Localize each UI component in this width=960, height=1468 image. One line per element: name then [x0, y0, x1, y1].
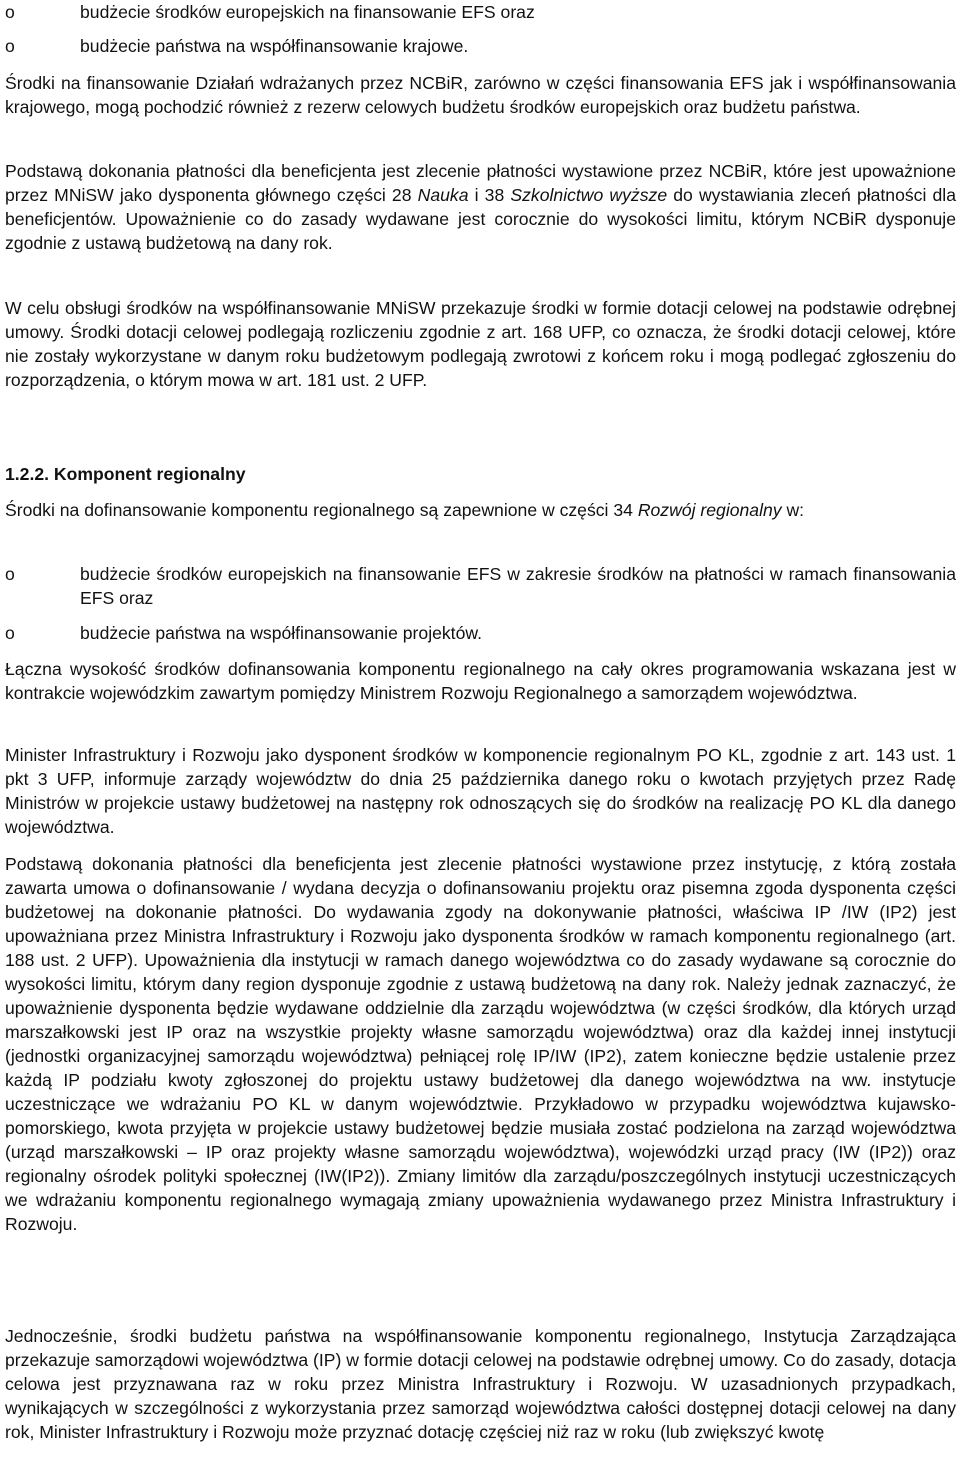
- list-item: [5, 34, 956, 58]
- paragraph: Minister Infrastruktury i Rozwoju jako dysponent środków w komponencie regionalnym PO KL, zgodnie z art. 143 ust. 1 pkt 3 UFP, informuje zarządy województw do dnia 25 października danego roku o kwotach przyjętych przez Radę Ministrów w projekcie ustawy budżetowej na następny rok odnoszących się do środków na realizację PO KL dla danego województwa.: [5, 745, 956, 837]
- list-item-text: budżecie państwa na współfinansowanie projektów.: [80, 623, 482, 643]
- paragraph-text: w:: [781, 500, 805, 520]
- paragraph-text: Podstawą dokonania płatności dla beneficjenta jest zlecenie płatności wystawione przez NCBiR, które jest upoważnione przez MNiSW jako dysponenta głównego części 28: [5, 161, 956, 205]
- list-item-text: budżecie środków europejskich na finansowanie EFS oraz: [80, 2, 535, 22]
- list-item: [5, 562, 956, 610]
- paragraph: Podstawą dokonania płatności dla beneficjenta jest zlecenie płatności wystawione przez instytucję, z którą została zawarta umowa o dofinansowanie / wydana decyzja o dofinansowaniu projektu oraz pisemna zgoda dysponenta części budżetowej na dokonanie płatności. Do wydawania zgody na dokonywanie płatności, właściwa IP /IW (IP2) jest upoważniana przez Ministra Infrastruktury i Rozwoju jako dysponenta środków w ramach komponentu regionalnego (art. 188 ust. 2 UFP). Upoważnienia dla instytucji w ramach danego województwa co do zasady wydawane są corocznie do wysokości limitu, którym dany region dysponuje zgodnie z ustawą budżetową na dany rok. Należy jednak zaznaczyć, że upoważnienie dysponenta będzie wydawane oddzielnie dla zarządu województwa (w części środków, dla których urząd marszałkowski jest IP oraz na wszystkie projekty własne samorządu województwa) oraz dla każdej innej instytucji (jednostki organizacyjnej samorządu województwa) pełniącej rolę IP/IW (IP2), zatem konieczne będzie ustalenie przez każdą IP podziału kwoty zgłoszonej do projektu ustawy budżetowej dla danego województwa na ww. instytucje uczestniczące we wdrażaniu PO KL w danym województwie. Przykładowo w przypadku województwa kujawsko-pomorskiego, kwota przyjęta w projekcie ustawy budżetowej będzie musiała zostać podzielona na zarząd województwa (urząd marszałkowski – IP oraz projekty własne samorządu województwa), wojewódzki urząd pracy (IW (IP2)) oraz regionalny ośrodek polityki społecznej (IW(IP2)). Zmiany limitów dla zarządu/poszczególnych instytucji uczestniczących we wdrażaniu komponentu regionalnego wymagają zmiany upoważnienia wydawanego przez Ministra Infrastruktury i Rozwoju.: [5, 854, 956, 1234]
- section-heading: 1.2.2. Komponent regionalny: [5, 464, 246, 484]
- paragraph-text: do wystawiania zleceń płatności dla beneficjentów. Upoważnienie co do zasady wydawane jest corocznie do wysokości limitu, którym NCBiR dysponuje zgodnie z ustawą budżetową na dany rok.: [5, 185, 956, 253]
- paragraph-text: Środki na dofinansowanie komponentu regionalnego są zapewnione w części 34: [5, 500, 638, 520]
- part-name-italic: Nauka: [417, 185, 469, 205]
- list-item-text: budżecie środków europejskich na finansowanie EFS w zakresie środków na płatności w ramach finansowania EFS oraz: [80, 564, 956, 608]
- bullet-marker: o: [5, 36, 15, 56]
- paragraph: [5, 498, 956, 522]
- paragraph-text: i 38: [468, 185, 511, 205]
- list-item-text: budżecie państwa na współfinansowanie krajowe.: [80, 36, 469, 56]
- paragraph: W celu obsługi środków na współfinansowanie MNiSW przekazuje środki w formie dotacji celowej na podstawie odrębnej umowy. Środki dotacji celowej podlegają rozliczeniu zgodnie z art. 168 UFP, co oznacza, że środki dotacji celowej, które nie zostały wykorzystane w danym roku budżetowym podlegają zwrotowi z końcem roku i mogą podlegać zgłoszeniu do rozporządzenia, o którym mowa w art. 181 ust. 2 UFP.: [5, 298, 956, 390]
- paragraph: Środki na finansowanie Działań wdrażanych przez NCBiR, zarówno w części finansowania EFS jak i współfinansowania krajowego, mogą pochodzić również z rezerw celowych budżetu środków europejskich oraz budżetu państwa.: [5, 73, 956, 117]
- bullet-marker: o: [5, 564, 15, 584]
- list-item: [5, 621, 956, 645]
- paragraph: [5, 159, 956, 255]
- list-item: [5, 0, 956, 24]
- paragraph: Jednocześnie, środki budżetu państwa na współfinansowanie komponentu regionalnego, Instytucja Zarządzająca przekazuje samorządowi województwa (IP) w formie dotacji celowej na podstawie odrębnej umowy. Co do zasady, dotacja celowa jest przyznawana raz w roku przez Ministra Infrastruktury i Rozwoju. W uzasadnionych przypadkach, wynikających w szczególności z wykorzystania przez samorząd województwa całości dostępnej dotacji celowej na dany rok, Minister Infrastruktury i Rozwoju może przyznać dotację częściej niż raz w roku (lub zwiększyć kwotę: [5, 1326, 956, 1442]
- bullet-marker: o: [5, 2, 15, 22]
- paragraph: Łączna wysokość środków dofinansowania komponentu regionalnego na cały okres programowania wskazana jest w kontrakcie wojewódzkim zawartym pomiędzy Ministrem Rozwoju Regionalnego a samorządem województwa.: [5, 659, 956, 703]
- part-name-italic: Szkolnictwo wyższe: [510, 185, 668, 205]
- part-name-italic: Rozwój regionalny: [637, 500, 782, 520]
- bullet-marker: o: [5, 623, 15, 643]
